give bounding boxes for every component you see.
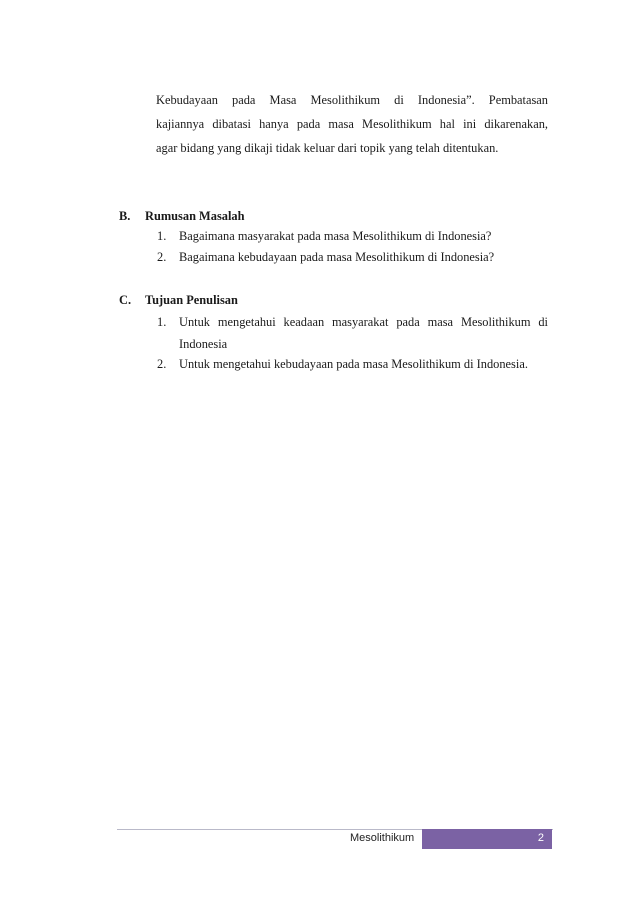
intro-line-3: agar bidang yang dikaji tidak keluar dari topik yang telah ditentukan. — [156, 141, 499, 155]
section-b-item-2-text: Bagaimana kebudayaan pada masa Mesolithikum di Indonesia? — [179, 250, 495, 264]
section-c-item-1-text-line-1: Untuk mengetahui keadaan masyarakat pada masa Mesolithikum di — [179, 315, 548, 329]
section-c-item-1-text-line-2: Indonesia — [179, 337, 228, 351]
intro-line-2: kajiannya dibatasi hanya pada masa Mesolithikum hal ini dikarenakan, — [156, 117, 548, 131]
footer-label: Mesolithikum — [350, 832, 415, 844]
section-b-item-2-number: 2. — [157, 250, 167, 264]
page-number: 2 — [537, 832, 544, 844]
section-b-item-1-number: 1. — [157, 229, 167, 243]
section-b-letter: B. — [119, 209, 131, 223]
section-c-title: Tujuan Penulisan — [145, 293, 238, 307]
intro-line-1: Kebudayaan pada Masa Mesolithikum di Indonesia”. Pembatasan — [156, 93, 548, 107]
section-c-item-2-number: 2. — [157, 357, 167, 371]
footer-page-box — [422, 829, 552, 849]
section-c-item-2-text: Untuk mengetahui kebudayaan pada masa Mesolithikum di Indonesia. — [179, 357, 528, 371]
section-b-title: Rumusan Masalah — [145, 209, 245, 223]
section-c-letter: C. — [119, 293, 132, 307]
section-c-item-1-number: 1. — [157, 315, 167, 329]
section-b-item-1-text: Bagaimana masyarakat pada masa Mesolithikum di Indonesia? — [179, 229, 492, 243]
